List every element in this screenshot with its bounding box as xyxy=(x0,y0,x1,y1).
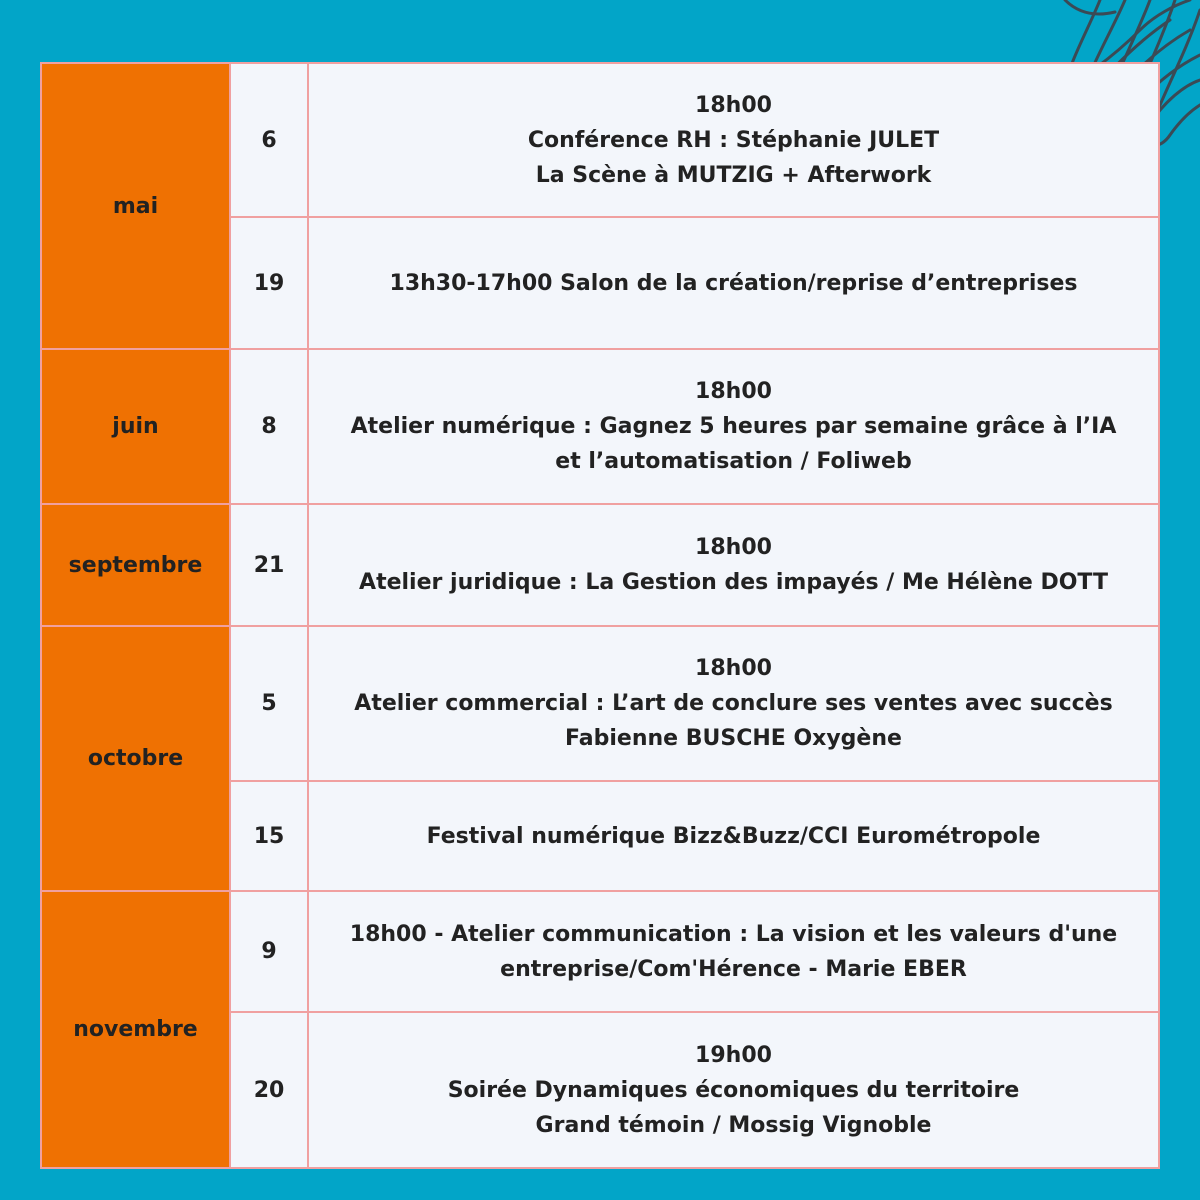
event-line: 18h00 xyxy=(695,656,772,681)
event-line: Atelier numérique : Gagnez 5 heures par semaine grâce à l’IA xyxy=(350,414,1117,439)
event-line: 18h00 - Atelier communication : La vision et les valeurs d'une xyxy=(349,921,1118,947)
month-cell: novembre xyxy=(41,891,230,1168)
event-cell xyxy=(308,349,1159,504)
event-line: Atelier juridique : La Gestion des impayés / Me Hélène DOTT xyxy=(359,570,1108,595)
table-row xyxy=(41,63,1159,217)
event-line: 18h00 xyxy=(695,379,772,404)
day-cell: 15 xyxy=(230,781,308,891)
table-row xyxy=(41,349,1159,504)
event-line: Grand témoin / Mossig Vignoble xyxy=(535,1112,932,1138)
event-line: 13h30-17h00 Salon de la création/reprise d’entreprises xyxy=(389,270,1078,296)
event-line: 19h00 xyxy=(695,1042,772,1068)
day-cell: 8 xyxy=(230,349,308,504)
event-line: Conférence RH : Stéphanie JULET xyxy=(527,127,940,153)
day-cell: 9 xyxy=(230,891,308,1012)
table-row xyxy=(41,504,1159,626)
event-line: 18h00 xyxy=(695,535,772,560)
day-cell: 20 xyxy=(230,1012,308,1168)
event-cell xyxy=(308,626,1159,781)
month-cell: mai xyxy=(41,63,230,349)
day-cell: 6 xyxy=(230,63,308,217)
event-cell xyxy=(308,891,1159,1012)
event-line: Soirée Dynamiques économiques du territoire xyxy=(447,1077,1020,1103)
table-row xyxy=(41,626,1159,781)
event-cell xyxy=(308,63,1159,217)
month-cell: juin xyxy=(41,349,230,504)
event-line: 18h00 xyxy=(695,92,772,118)
day-cell: 21 xyxy=(230,504,308,626)
event-cell xyxy=(308,781,1159,891)
day-cell: 19 xyxy=(230,217,308,349)
event-cell xyxy=(308,1012,1159,1168)
event-line: entreprise/Com'Hérence - Marie EBER xyxy=(500,956,967,982)
event-line: La Scène à MUTZIG + Afterwork xyxy=(535,162,932,188)
events-table xyxy=(40,62,1160,1169)
day-cell: 5 xyxy=(230,626,308,781)
month-cell: octobre xyxy=(41,626,230,891)
table-row xyxy=(41,891,1159,1012)
event-line: et l’automatisation / Foliweb xyxy=(555,449,912,474)
event-line: Fabienne BUSCHE Oxygène xyxy=(565,726,902,751)
event-cell xyxy=(308,504,1159,626)
event-line: Atelier commercial : L’art de conclure ses ventes avec succès xyxy=(354,691,1113,716)
event-cell xyxy=(308,217,1159,349)
month-cell: septembre xyxy=(41,504,230,626)
event-line: Festival numérique Bizz&Buzz/CCI Eurométropole xyxy=(426,823,1041,849)
